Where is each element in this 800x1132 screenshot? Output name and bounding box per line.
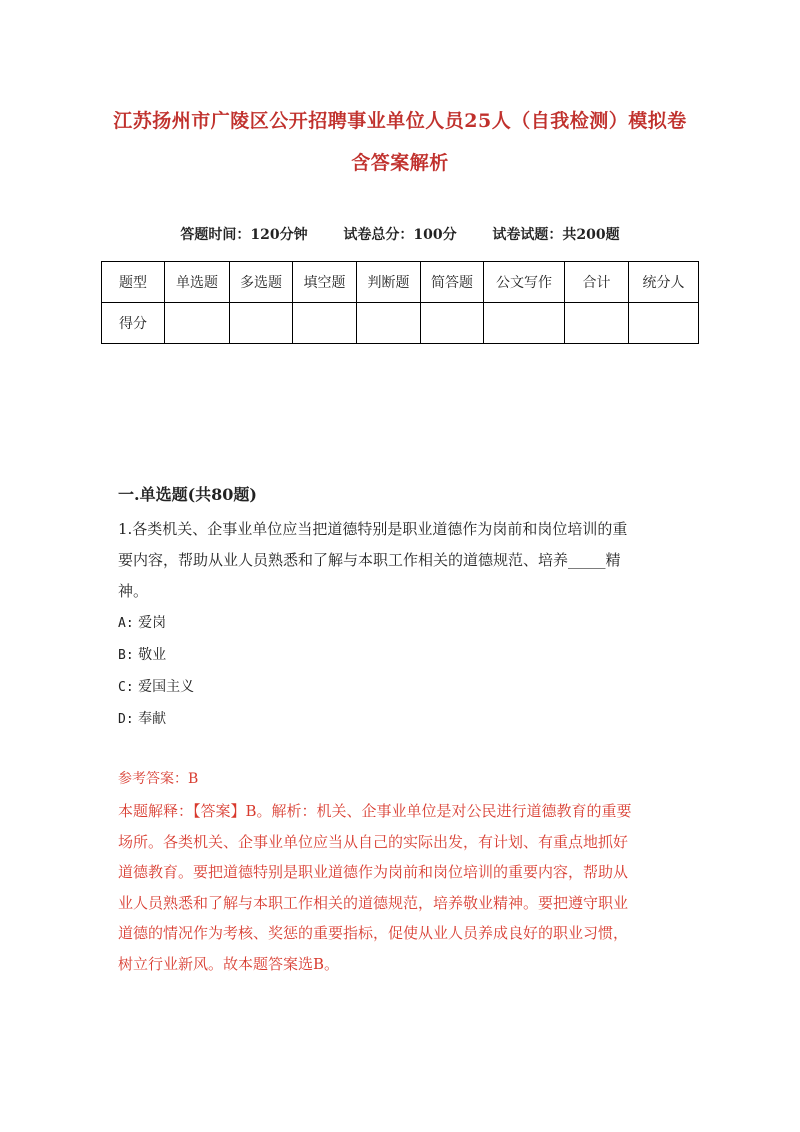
option-letter: B: <box>118 648 134 663</box>
option-letter: D: <box>118 712 134 727</box>
score-cell <box>629 303 699 344</box>
option-text: 奉献 <box>138 711 167 727</box>
option-a <box>118 607 194 639</box>
header-cell: 公文写作 <box>484 262 565 303</box>
option-c <box>118 671 194 703</box>
exam-time: 答题时间：120分钟 <box>180 227 308 243</box>
score-cell <box>484 303 565 344</box>
analysis-line: 道德教育。要把道德特别是职业道德作为岗前和岗位培训的重要内容，帮助从 <box>118 863 629 881</box>
question-line: 神。 <box>118 582 149 600</box>
score-table <box>101 261 699 344</box>
score-cell <box>357 303 421 344</box>
option-text: 爱岗 <box>138 615 167 631</box>
question-line: 要内容，帮助从业人员熟悉和了解与本职工作相关的道德规范、培养_____精 <box>118 551 621 569</box>
question-options <box>118 607 194 735</box>
header-cell: 合计 <box>565 262 629 303</box>
option-text: 敬业 <box>138 647 167 663</box>
header-cell: 简答题 <box>421 262 484 303</box>
option-letter: A: <box>118 616 134 631</box>
score-cell <box>565 303 629 344</box>
option-letter: C: <box>118 680 134 695</box>
exam-total-score: 试卷总分：100分 <box>343 227 457 243</box>
score-cell <box>230 303 293 344</box>
question-line: 1.各类机关、企事业单位应当把道德特别是职业道德作为岗前和岗位培训的重 <box>118 520 628 538</box>
option-d <box>118 703 194 735</box>
option-b <box>118 639 194 671</box>
exam-info <box>0 224 800 244</box>
score-cell <box>421 303 484 344</box>
document-subtitle: 含答案解析 <box>351 152 449 174</box>
analysis-line: 本题解释：【答案】B。解析：机关、企事业单位是对公民进行道德教育的重要 <box>118 802 632 820</box>
score-cell <box>293 303 357 344</box>
analysis-line: 树立行业新风。故本题答案选B。 <box>118 954 340 973</box>
answer-analysis <box>118 796 688 979</box>
score-cell <box>165 303 230 344</box>
row-label-cell: 得分 <box>102 303 165 344</box>
score-table-header-row <box>102 262 699 303</box>
document-title: 江苏扬州市广陵区公开招聘事业单位人员25人（自我检测）模拟卷 <box>113 110 687 132</box>
analysis-line: 业人员熟悉和了解与本职工作相关的道德规范，培养敬业精神。要把遵守职业 <box>118 893 629 912</box>
header-cell: 多选题 <box>230 262 293 303</box>
header-cell: 填空题 <box>293 262 357 303</box>
question-stem <box>118 514 678 607</box>
header-cell: 判断题 <box>357 262 421 303</box>
header-cell: 统分人 <box>629 262 699 303</box>
header-cell: 题型 <box>102 262 165 303</box>
exam-total-questions: 试卷试题：共200题 <box>492 227 620 243</box>
option-text: 爱国主义 <box>138 679 195 695</box>
analysis-line: 道德的情况作为考核、奖惩的重要指标，促使从业人员养成良好的职业习惯， <box>118 924 629 942</box>
reference-answer: 参考答案：B <box>118 771 199 787</box>
analysis-line: 场所。各类机关、企事业单位应当从自己的实际出发，有计划、有重点地抓好 <box>118 832 629 851</box>
section-title: 一.单选题(共80题) <box>118 485 257 504</box>
header-cell: 单选题 <box>165 262 230 303</box>
score-table-score-row <box>102 303 699 344</box>
